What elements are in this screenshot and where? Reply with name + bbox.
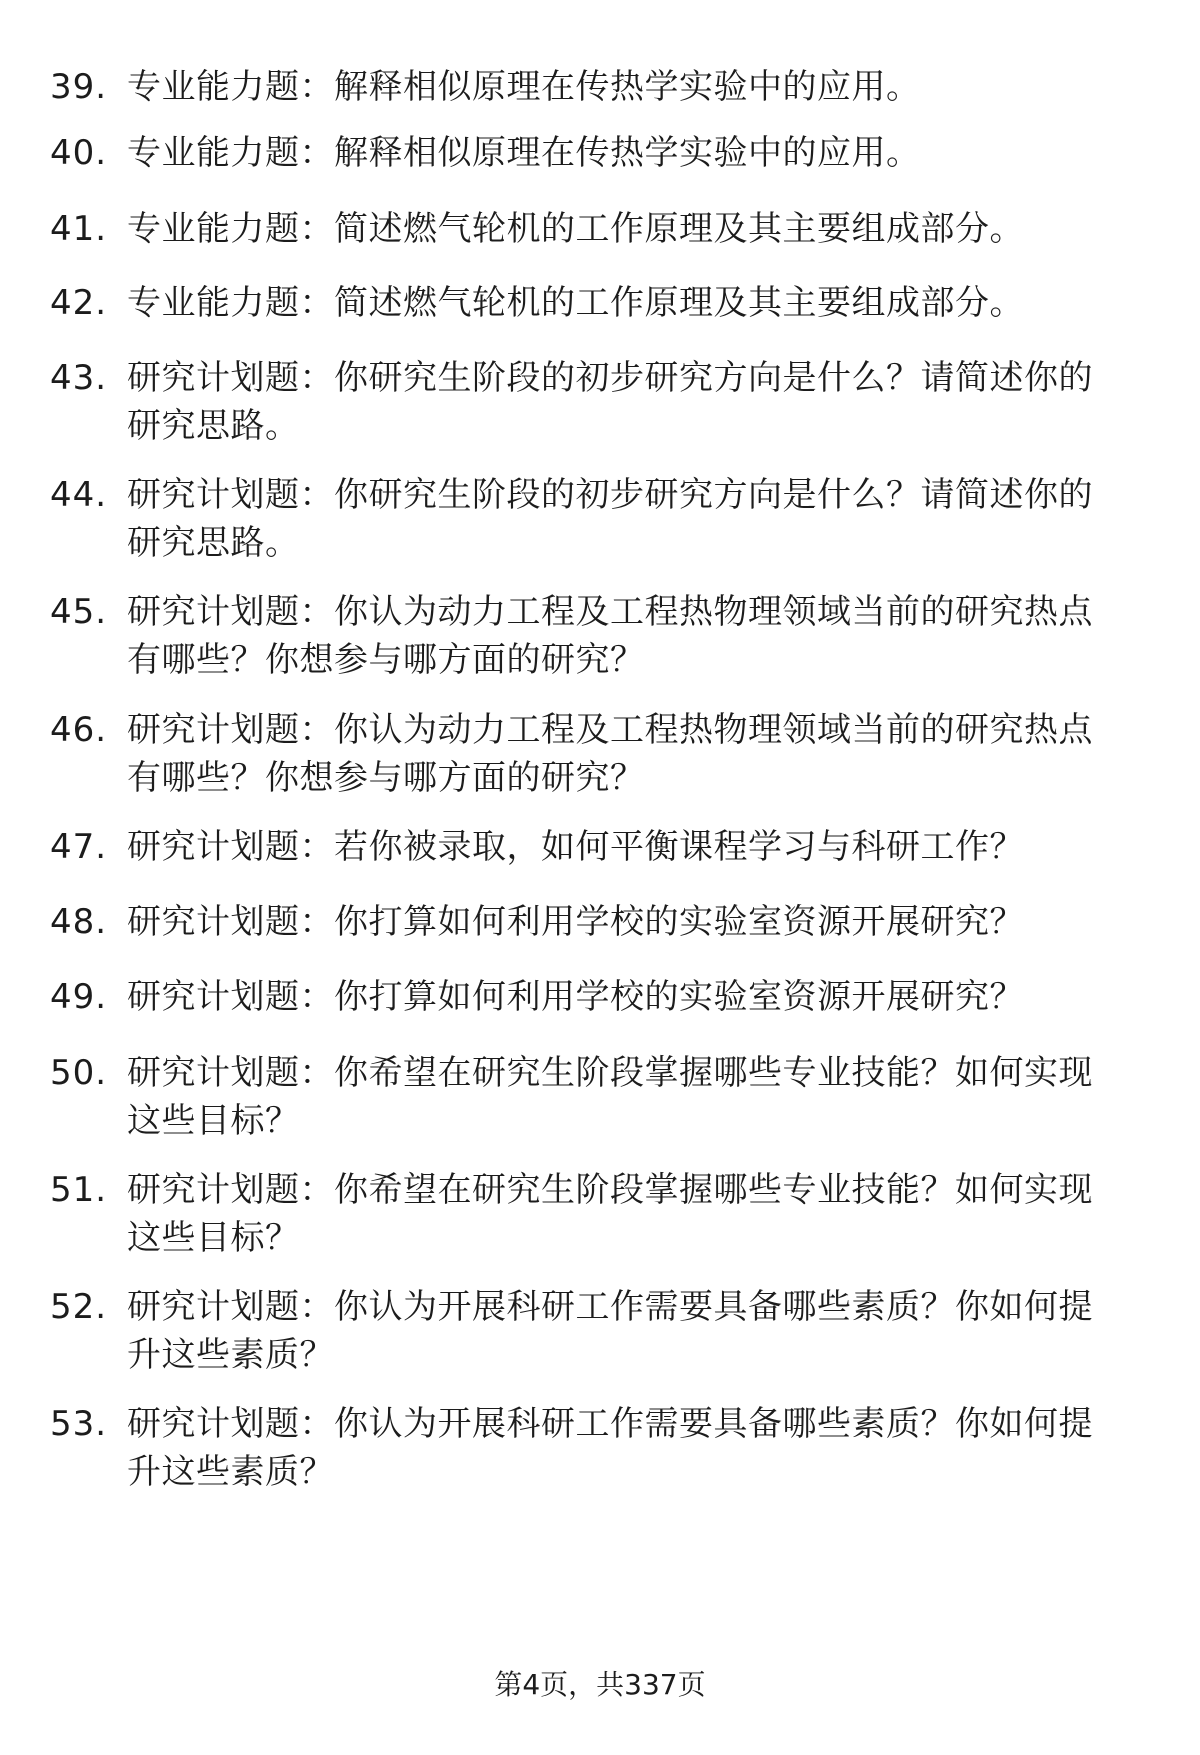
question-line: 研究计划题：若你被录取，如何平衡课程学习与科研工作？ — [127, 827, 1024, 867]
question-text — [127, 706, 1187, 802]
question-number: 43. — [50, 358, 108, 398]
question-line: 有哪些？你想参与哪方面的研究？ — [127, 758, 645, 798]
question-number: 40. — [50, 133, 108, 173]
question-number: 41. — [50, 209, 108, 249]
question-line: 专业能力题：简述燃气轮机的工作原理及其主要组成部分。 — [127, 209, 1024, 249]
question-text — [127, 973, 1187, 1021]
question-line: 研究计划题：你认为开展科研工作需要具备哪些素质？你如何提 — [127, 1404, 1093, 1444]
page-footer: 第4页，共337页 — [494, 1668, 706, 1701]
question-number: 39. — [50, 67, 108, 107]
question-line: 有哪些？你想参与哪方面的研究？ — [127, 640, 645, 680]
question-line: 研究计划题：你希望在研究生阶段掌握哪些专业技能？如何实现 — [127, 1170, 1093, 1210]
question-line: 研究计划题：你研究生阶段的初步研究方向是什么？请简述你的 — [127, 358, 1093, 398]
question-text — [127, 1400, 1187, 1496]
question-line: 专业能力题：解释相似原理在传热学实验中的应用。 — [127, 67, 921, 107]
question-number: 48. — [50, 902, 108, 942]
question-line: 升这些素质？ — [127, 1335, 334, 1375]
question-text — [127, 1283, 1187, 1379]
question-line: 研究计划题：你认为动力工程及工程热物理领域当前的研究热点 — [127, 592, 1093, 632]
question-line: 研究计划题：你研究生阶段的初步研究方向是什么？请简述你的 — [127, 475, 1093, 515]
question-line: 这些目标？ — [127, 1101, 300, 1141]
question-line: 研究思路。 — [127, 406, 300, 446]
question-line: 专业能力题：简述燃气轮机的工作原理及其主要组成部分。 — [127, 283, 1024, 323]
question-number: 42. — [50, 283, 108, 323]
question-text — [127, 823, 1187, 871]
question-text — [127, 205, 1187, 253]
question-line: 研究思路。 — [127, 523, 300, 563]
question-line: 这些目标？ — [127, 1218, 300, 1258]
question-number: 53. — [50, 1404, 108, 1444]
question-number: 51. — [50, 1170, 108, 1210]
question-number: 45. — [50, 592, 108, 632]
question-line: 研究计划题：你认为开展科研工作需要具备哪些素质？你如何提 — [127, 1287, 1093, 1327]
question-line: 研究计划题：你希望在研究生阶段掌握哪些专业技能？如何实现 — [127, 1053, 1093, 1093]
question-number: 46. — [50, 710, 108, 750]
question-number: 49. — [50, 977, 108, 1017]
question-number: 44. — [50, 475, 108, 515]
question-number: 50. — [50, 1053, 108, 1093]
question-text — [127, 588, 1187, 684]
question-line: 研究计划题：你认为动力工程及工程热物理领域当前的研究热点 — [127, 710, 1093, 750]
question-text — [127, 471, 1187, 567]
question-line: 升这些素质？ — [127, 1452, 334, 1492]
question-text — [127, 898, 1187, 946]
question-line: 研究计划题：你打算如何利用学校的实验室资源开展研究？ — [127, 977, 1024, 1017]
question-text — [127, 354, 1187, 450]
question-text — [127, 279, 1187, 327]
question-line: 专业能力题：解释相似原理在传热学实验中的应用。 — [127, 133, 921, 173]
question-number: 52. — [50, 1287, 108, 1327]
question-text — [127, 129, 1187, 177]
question-text — [127, 1049, 1187, 1145]
question-number: 47. — [50, 827, 108, 867]
question-text — [127, 1166, 1187, 1262]
question-line: 研究计划题：你打算如何利用学校的实验室资源开展研究？ — [127, 902, 1024, 942]
question-text — [127, 63, 1187, 111]
